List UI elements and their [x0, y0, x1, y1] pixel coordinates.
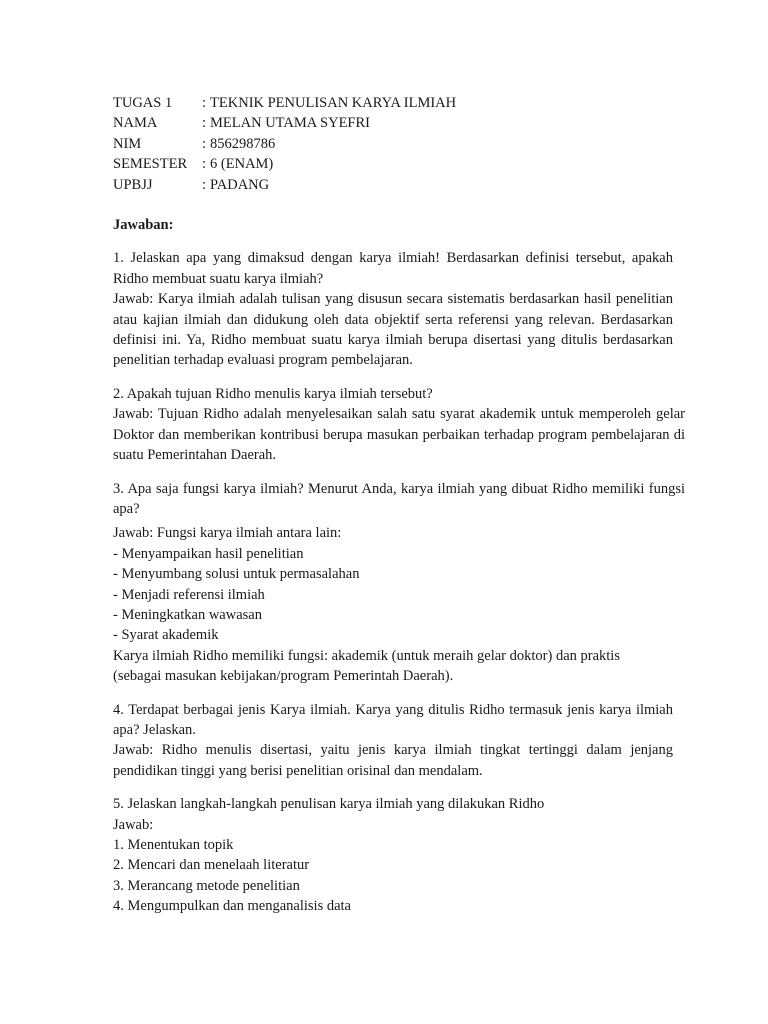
list-item: - Menyampaikan hasil penelitian	[113, 545, 304, 562]
header-separator: :	[202, 115, 207, 132]
answer-3-conclusion: (sebagai masukan kebijakan/program Pemerintah Daerah).	[113, 668, 454, 685]
header-key: NIM	[113, 135, 142, 152]
header-value: 856298786	[210, 135, 276, 152]
header-row-nama	[113, 113, 685, 133]
header-value: PADANG	[210, 176, 270, 193]
answer-4-text: Jawab: Ridho menulis disertasi, yaitu jenis karya ilmiah tingkat tertinggi dalam jenjang pendidikan tinggi yang berisi penelitian orisinal dan mendalam.	[113, 742, 673, 779]
header-value: MELAN UTAMA SYEFRI	[210, 115, 370, 132]
header-value: 6 (ENAM)	[210, 156, 274, 173]
header-row-nim	[113, 134, 685, 154]
list-item: 3. Merancang metode penelitian	[113, 877, 300, 894]
list-item: 2. Mencari dan menelaah literatur	[113, 857, 310, 874]
header-row-upbjj	[113, 175, 685, 195]
question-4-text: 4. Terdapat berbagai jenis Karya ilmiah. Karya yang ditulis Ridho termasuk jenis karya ilmiah apa? Jelaskan.	[113, 701, 673, 738]
document-page	[113, 93, 685, 917]
header-row-tugas	[113, 93, 685, 113]
answer-2-text: Jawab: Tujuan Ridho adalah menyelesaikan salah satu syarat akademik untuk memperoleh gelar Doktor dan memberikan kontribusi berupa masukan perbaikan terhadap program pembelajaran di suatu Pemerintahan Daerah.	[113, 406, 685, 464]
question-1-block	[113, 248, 673, 370]
answer-3-conclusion: Karya ilmiah Ridho memiliki fungsi: akademik (untuk meraih gelar doktor) dan praktis	[113, 647, 620, 664]
answer-3-intro: Jawab: Fungsi karya ilmiah antara lain:	[113, 525, 342, 542]
list-item: - Menjadi referensi ilmiah	[113, 586, 265, 603]
list-item: 4. Mengumpulkan dan menganalisis data	[113, 898, 351, 915]
question-2-text: 2. Apakah tujuan Ridho menulis karya ilmiah tersebut?	[113, 385, 433, 402]
header-separator: :	[202, 135, 207, 152]
header-key: UPBJJ	[113, 176, 153, 193]
header-value: TEKNIK PENULISAN KARYA ILMIAH	[210, 95, 457, 111]
answer-1-text: Jawab: Karya ilmiah adalah tulisan yang disusun secara sistematis berdasarkan hasil penelitian atau kajian ilmiah dan didukung oleh data objektif serta referensi yang relevan. Berdasarkan definisi ini. Ya, Ridho membuat suatu karya ilmiah berupa disertasi yang ditulis berdasarkan penelitian terhadap evaluasi program pembelajaran.	[113, 291, 673, 369]
list-item: - Menyumbang solusi untuk permasalahan	[113, 566, 360, 583]
question-5-block	[113, 794, 685, 916]
answer-5-intro: Jawab:	[113, 816, 154, 833]
question-3-block	[113, 479, 685, 687]
header-key: TUGAS 1	[113, 95, 173, 111]
header-key: SEMESTER	[113, 156, 188, 173]
header-separator: :	[202, 95, 207, 111]
question-5-text: 5. Jelaskan langkah-langkah penulisan karya ilmiah yang dilakukan Ridho	[113, 796, 545, 813]
list-item: - Meningkatkan wawasan	[113, 606, 262, 623]
list-item: 1. Menentukan topik	[113, 837, 234, 853]
header-block	[113, 93, 685, 195]
question-2-block	[113, 384, 685, 466]
list-item: - Syarat akademik	[113, 627, 219, 644]
header-separator: :	[202, 156, 207, 173]
question-3-text: 3. Apa saja fungsi karya ilmiah? Menurut Anda, karya ilmiah yang dibuat Ridho memiliki fungsi apa?	[113, 480, 685, 517]
header-key: NAMA	[113, 115, 158, 132]
question-4-block	[113, 700, 673, 782]
question-1-text: 1. Jelaskan apa yang dimaksud dengan karya ilmiah! Berdasarkan definisi tersebut, apakah Ridho membuat suatu karya ilmiah?	[113, 250, 673, 287]
header-separator: :	[202, 176, 207, 193]
answers-heading: Jawaban:	[113, 217, 174, 234]
header-row-semester	[113, 154, 685, 174]
